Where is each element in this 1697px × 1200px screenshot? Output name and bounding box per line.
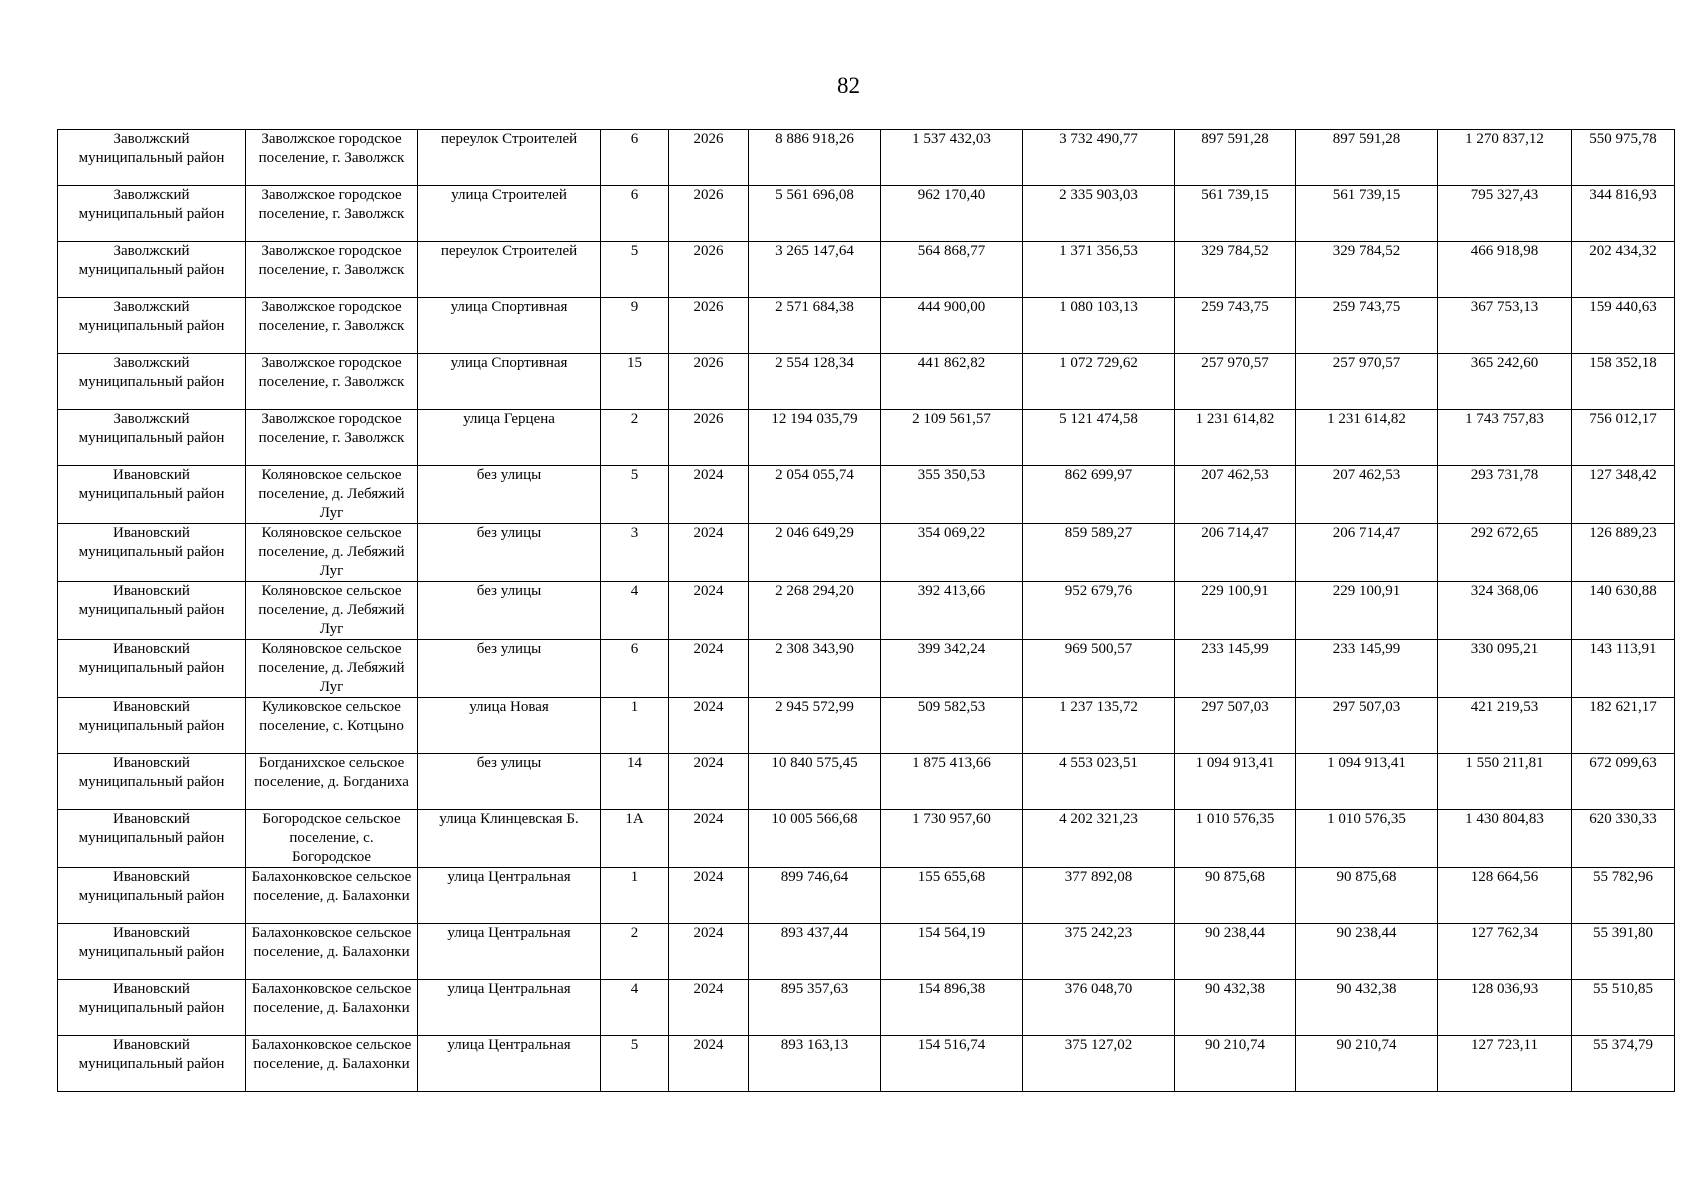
amount-cell-7: 550 975,78 bbox=[1572, 130, 1675, 186]
amount-cell-3: 1 237 135,72 bbox=[1023, 698, 1175, 754]
street-cell: улица Строителей bbox=[418, 186, 601, 242]
amount-cell-7: 159 440,63 bbox=[1572, 298, 1675, 354]
amount-cell-3: 4 202 321,23 bbox=[1023, 810, 1175, 868]
street-cell: улица Центральная bbox=[418, 924, 601, 980]
amount-cell-5: 329 784,52 bbox=[1296, 242, 1438, 298]
district-cell: Заволжский муниципальный район bbox=[58, 130, 246, 186]
amount-cell-6: 330 095,21 bbox=[1438, 640, 1572, 698]
year-cell: 2024 bbox=[669, 640, 749, 698]
street-cell: улица Новая bbox=[418, 698, 601, 754]
amount-cell-7: 620 330,33 bbox=[1572, 810, 1675, 868]
street-cell: улица Центральная bbox=[418, 980, 601, 1036]
house-number-cell: 15 bbox=[601, 354, 669, 410]
amount-cell-6: 127 723,11 bbox=[1438, 1036, 1572, 1092]
amount-cell-3: 377 892,08 bbox=[1023, 868, 1175, 924]
settlement-cell: Богородское сельское поселение, с. Богородское bbox=[246, 810, 418, 868]
amount-cell-4: 90 238,44 bbox=[1175, 924, 1296, 980]
street-cell: без улицы bbox=[418, 582, 601, 640]
amount-cell-4: 1 094 913,41 bbox=[1175, 754, 1296, 810]
table-row bbox=[58, 466, 1675, 524]
district-cell: Ивановский муниципальный район bbox=[58, 524, 246, 582]
table-row bbox=[58, 1036, 1675, 1092]
amount-cell-1: 2 268 294,20 bbox=[749, 582, 881, 640]
street-cell: улица Клинцевская Б. bbox=[418, 810, 601, 868]
table-row bbox=[58, 524, 1675, 582]
settlement-cell: Балахонковское сельское поселение, д. Балахонки bbox=[246, 868, 418, 924]
table-row bbox=[58, 924, 1675, 980]
table-row bbox=[58, 130, 1675, 186]
amount-cell-1: 895 357,63 bbox=[749, 980, 881, 1036]
amount-cell-6: 367 753,13 bbox=[1438, 298, 1572, 354]
amount-cell-1: 3 265 147,64 bbox=[749, 242, 881, 298]
table-body bbox=[58, 130, 1675, 1092]
district-cell: Ивановский муниципальный район bbox=[58, 868, 246, 924]
amount-cell-7: 55 782,96 bbox=[1572, 868, 1675, 924]
house-number-cell: 6 bbox=[601, 640, 669, 698]
amount-cell-5: 561 739,15 bbox=[1296, 186, 1438, 242]
amount-cell-4: 90 875,68 bbox=[1175, 868, 1296, 924]
amount-cell-5: 1 010 576,35 bbox=[1296, 810, 1438, 868]
amount-cell-6: 466 918,98 bbox=[1438, 242, 1572, 298]
house-number-cell: 1А bbox=[601, 810, 669, 868]
year-cell: 2024 bbox=[669, 810, 749, 868]
year-cell: 2026 bbox=[669, 410, 749, 466]
settlement-cell: Богданихское сельское поселение, д. Богданиха bbox=[246, 754, 418, 810]
amount-cell-4: 233 145,99 bbox=[1175, 640, 1296, 698]
house-number-cell: 5 bbox=[601, 1036, 669, 1092]
amount-cell-2: 1 537 432,03 bbox=[881, 130, 1023, 186]
amount-cell-4: 561 739,15 bbox=[1175, 186, 1296, 242]
house-number-cell: 2 bbox=[601, 924, 669, 980]
district-cell: Ивановский муниципальный район bbox=[58, 924, 246, 980]
amount-cell-3: 1 080 103,13 bbox=[1023, 298, 1175, 354]
amount-cell-5: 897 591,28 bbox=[1296, 130, 1438, 186]
table-row bbox=[58, 810, 1675, 868]
amount-cell-7: 140 630,88 bbox=[1572, 582, 1675, 640]
amount-cell-5: 257 970,57 bbox=[1296, 354, 1438, 410]
table-row bbox=[58, 186, 1675, 242]
table-row bbox=[58, 242, 1675, 298]
settlement-cell: Балахонковское сельское поселение, д. Балахонки bbox=[246, 924, 418, 980]
amount-cell-3: 5 121 474,58 bbox=[1023, 410, 1175, 466]
amount-cell-7: 182 621,17 bbox=[1572, 698, 1675, 754]
amount-cell-2: 444 900,00 bbox=[881, 298, 1023, 354]
district-cell: Заволжский муниципальный район bbox=[58, 354, 246, 410]
amount-cell-7: 55 510,85 bbox=[1572, 980, 1675, 1036]
street-cell: улица Центральная bbox=[418, 1036, 601, 1092]
amount-cell-6: 293 731,78 bbox=[1438, 466, 1572, 524]
settlement-cell: Балахонковское сельское поселение, д. Балахонки bbox=[246, 1036, 418, 1092]
table-row bbox=[58, 582, 1675, 640]
settlement-cell: Коляновское сельское поселение, д. Лебяжий Луг bbox=[246, 640, 418, 698]
amount-cell-5: 297 507,03 bbox=[1296, 698, 1438, 754]
amount-cell-1: 10 840 575,45 bbox=[749, 754, 881, 810]
amount-cell-2: 354 069,22 bbox=[881, 524, 1023, 582]
amount-cell-7: 756 012,17 bbox=[1572, 410, 1675, 466]
amount-cell-7: 202 434,32 bbox=[1572, 242, 1675, 298]
amount-cell-3: 1 371 356,53 bbox=[1023, 242, 1175, 298]
amount-cell-7: 143 113,91 bbox=[1572, 640, 1675, 698]
settlement-cell: Куликовское сельское поселение, с. Котцыно bbox=[246, 698, 418, 754]
amount-cell-2: 441 862,82 bbox=[881, 354, 1023, 410]
amount-cell-2: 2 109 561,57 bbox=[881, 410, 1023, 466]
house-number-cell: 4 bbox=[601, 980, 669, 1036]
district-cell: Ивановский муниципальный район bbox=[58, 466, 246, 524]
settlement-cell: Коляновское сельское поселение, д. Лебяжий Луг bbox=[246, 582, 418, 640]
table-row bbox=[58, 754, 1675, 810]
amount-cell-2: 154 516,74 bbox=[881, 1036, 1023, 1092]
amount-cell-6: 292 672,65 bbox=[1438, 524, 1572, 582]
house-number-cell: 6 bbox=[601, 186, 669, 242]
district-cell: Ивановский муниципальный район bbox=[58, 754, 246, 810]
amount-cell-2: 1 875 413,66 bbox=[881, 754, 1023, 810]
amount-cell-4: 206 714,47 bbox=[1175, 524, 1296, 582]
house-number-cell: 5 bbox=[601, 466, 669, 524]
amount-cell-2: 154 564,19 bbox=[881, 924, 1023, 980]
amount-cell-7: 127 348,42 bbox=[1572, 466, 1675, 524]
district-cell: Ивановский муниципальный район bbox=[58, 698, 246, 754]
amount-cell-4: 229 100,91 bbox=[1175, 582, 1296, 640]
district-cell: Заволжский муниципальный район bbox=[58, 298, 246, 354]
amount-cell-4: 1 010 576,35 bbox=[1175, 810, 1296, 868]
district-cell: Ивановский муниципальный район bbox=[58, 810, 246, 868]
street-cell: без улицы bbox=[418, 466, 601, 524]
table-row bbox=[58, 354, 1675, 410]
table-row bbox=[58, 640, 1675, 698]
year-cell: 2026 bbox=[669, 354, 749, 410]
street-cell: улица Спортивная bbox=[418, 354, 601, 410]
amount-cell-1: 12 194 035,79 bbox=[749, 410, 881, 466]
street-cell: без улицы bbox=[418, 524, 601, 582]
year-cell: 2024 bbox=[669, 524, 749, 582]
amount-cell-5: 207 462,53 bbox=[1296, 466, 1438, 524]
house-number-cell: 2 bbox=[601, 410, 669, 466]
amount-cell-4: 257 970,57 bbox=[1175, 354, 1296, 410]
amount-cell-1: 2 054 055,74 bbox=[749, 466, 881, 524]
street-cell: без улицы bbox=[418, 640, 601, 698]
amount-cell-5: 90 875,68 bbox=[1296, 868, 1438, 924]
year-cell: 2026 bbox=[669, 130, 749, 186]
table-row bbox=[58, 298, 1675, 354]
amount-cell-5: 90 432,38 bbox=[1296, 980, 1438, 1036]
district-cell: Заволжский муниципальный район bbox=[58, 186, 246, 242]
year-cell: 2024 bbox=[669, 924, 749, 980]
amount-cell-6: 421 219,53 bbox=[1438, 698, 1572, 754]
settlement-cell: Заволжское городское поселение, г. Заволжск bbox=[246, 130, 418, 186]
year-cell: 2024 bbox=[669, 582, 749, 640]
amount-cell-1: 2 945 572,99 bbox=[749, 698, 881, 754]
housing-register-table bbox=[57, 129, 1675, 1092]
amount-cell-1: 2 308 343,90 bbox=[749, 640, 881, 698]
street-cell: улица Центральная bbox=[418, 868, 601, 924]
amount-cell-6: 1 430 804,83 bbox=[1438, 810, 1572, 868]
amount-cell-6: 127 762,34 bbox=[1438, 924, 1572, 980]
amount-cell-4: 897 591,28 bbox=[1175, 130, 1296, 186]
amount-cell-6: 1 550 211,81 bbox=[1438, 754, 1572, 810]
house-number-cell: 5 bbox=[601, 242, 669, 298]
table-row bbox=[58, 980, 1675, 1036]
amount-cell-7: 126 889,23 bbox=[1572, 524, 1675, 582]
year-cell: 2024 bbox=[669, 1036, 749, 1092]
amount-cell-6: 128 664,56 bbox=[1438, 868, 1572, 924]
amount-cell-7: 55 391,80 bbox=[1572, 924, 1675, 980]
amount-cell-1: 2 046 649,29 bbox=[749, 524, 881, 582]
amount-cell-7: 55 374,79 bbox=[1572, 1036, 1675, 1092]
amount-cell-3: 376 048,70 bbox=[1023, 980, 1175, 1036]
settlement-cell: Заволжское городское поселение, г. Заволжск bbox=[246, 410, 418, 466]
amount-cell-6: 1 743 757,83 bbox=[1438, 410, 1572, 466]
amount-cell-3: 375 242,23 bbox=[1023, 924, 1175, 980]
district-cell: Ивановский муниципальный район bbox=[58, 582, 246, 640]
table-row bbox=[58, 410, 1675, 466]
amount-cell-6: 795 327,43 bbox=[1438, 186, 1572, 242]
amount-cell-2: 962 170,40 bbox=[881, 186, 1023, 242]
house-number-cell: 6 bbox=[601, 130, 669, 186]
amount-cell-5: 229 100,91 bbox=[1296, 582, 1438, 640]
amount-cell-4: 297 507,03 bbox=[1175, 698, 1296, 754]
street-cell: переулок Строителей bbox=[418, 242, 601, 298]
house-number-cell: 3 bbox=[601, 524, 669, 582]
amount-cell-1: 5 561 696,08 bbox=[749, 186, 881, 242]
settlement-cell: Коляновское сельское поселение, д. Лебяжий Луг bbox=[246, 524, 418, 582]
settlement-cell: Заволжское городское поселение, г. Заволжск bbox=[246, 186, 418, 242]
amount-cell-5: 1 094 913,41 bbox=[1296, 754, 1438, 810]
district-cell: Ивановский муниципальный район bbox=[58, 980, 246, 1036]
amount-cell-2: 392 413,66 bbox=[881, 582, 1023, 640]
amount-cell-3: 2 335 903,03 bbox=[1023, 186, 1175, 242]
street-cell: переулок Строителей bbox=[418, 130, 601, 186]
amount-cell-4: 90 210,74 bbox=[1175, 1036, 1296, 1092]
district-cell: Заволжский муниципальный район bbox=[58, 410, 246, 466]
year-cell: 2026 bbox=[669, 298, 749, 354]
year-cell: 2024 bbox=[669, 980, 749, 1036]
amount-cell-3: 969 500,57 bbox=[1023, 640, 1175, 698]
amount-cell-5: 233 145,99 bbox=[1296, 640, 1438, 698]
house-number-cell: 1 bbox=[601, 868, 669, 924]
amount-cell-3: 859 589,27 bbox=[1023, 524, 1175, 582]
amount-cell-1: 10 005 566,68 bbox=[749, 810, 881, 868]
amount-cell-1: 893 163,13 bbox=[749, 1036, 881, 1092]
street-cell: без улицы bbox=[418, 754, 601, 810]
amount-cell-5: 1 231 614,82 bbox=[1296, 410, 1438, 466]
amount-cell-4: 259 743,75 bbox=[1175, 298, 1296, 354]
settlement-cell: Балахонковское сельское поселение, д. Балахонки bbox=[246, 980, 418, 1036]
house-number-cell: 1 bbox=[601, 698, 669, 754]
year-cell: 2024 bbox=[669, 868, 749, 924]
amount-cell-2: 1 730 957,60 bbox=[881, 810, 1023, 868]
amount-cell-6: 324 368,06 bbox=[1438, 582, 1572, 640]
amount-cell-3: 4 553 023,51 bbox=[1023, 754, 1175, 810]
amount-cell-7: 672 099,63 bbox=[1572, 754, 1675, 810]
amount-cell-1: 2 571 684,38 bbox=[749, 298, 881, 354]
page-number: 82 bbox=[837, 73, 860, 98]
street-cell: улица Герцена bbox=[418, 410, 601, 466]
amount-cell-6: 365 242,60 bbox=[1438, 354, 1572, 410]
amount-cell-2: 154 896,38 bbox=[881, 980, 1023, 1036]
table-row bbox=[58, 868, 1675, 924]
amount-cell-5: 206 714,47 bbox=[1296, 524, 1438, 582]
amount-cell-4: 329 784,52 bbox=[1175, 242, 1296, 298]
year-cell: 2024 bbox=[669, 466, 749, 524]
amount-cell-1: 893 437,44 bbox=[749, 924, 881, 980]
house-number-cell: 14 bbox=[601, 754, 669, 810]
amount-cell-2: 399 342,24 bbox=[881, 640, 1023, 698]
amount-cell-2: 564 868,77 bbox=[881, 242, 1023, 298]
table-row bbox=[58, 698, 1675, 754]
amount-cell-1: 899 746,64 bbox=[749, 868, 881, 924]
amount-cell-3: 375 127,02 bbox=[1023, 1036, 1175, 1092]
amount-cell-3: 862 699,97 bbox=[1023, 466, 1175, 524]
amount-cell-7: 158 352,18 bbox=[1572, 354, 1675, 410]
house-number-cell: 4 bbox=[601, 582, 669, 640]
district-cell: Заволжский муниципальный район bbox=[58, 242, 246, 298]
amount-cell-7: 344 816,93 bbox=[1572, 186, 1675, 242]
amount-cell-5: 259 743,75 bbox=[1296, 298, 1438, 354]
amount-cell-2: 509 582,53 bbox=[881, 698, 1023, 754]
district-cell: Ивановский муниципальный район bbox=[58, 1036, 246, 1092]
street-cell: улица Спортивная bbox=[418, 298, 601, 354]
amount-cell-6: 1 270 837,12 bbox=[1438, 130, 1572, 186]
amount-cell-2: 355 350,53 bbox=[881, 466, 1023, 524]
year-cell: 2024 bbox=[669, 698, 749, 754]
amount-cell-3: 3 732 490,77 bbox=[1023, 130, 1175, 186]
house-number-cell: 9 bbox=[601, 298, 669, 354]
amount-cell-1: 8 886 918,26 bbox=[749, 130, 881, 186]
year-cell: 2026 bbox=[669, 242, 749, 298]
year-cell: 2026 bbox=[669, 186, 749, 242]
settlement-cell: Заволжское городское поселение, г. Заволжск bbox=[246, 298, 418, 354]
year-cell: 2024 bbox=[669, 754, 749, 810]
settlement-cell: Заволжское городское поселение, г. Заволжск bbox=[246, 354, 418, 410]
amount-cell-5: 90 210,74 bbox=[1296, 1036, 1438, 1092]
amount-cell-4: 207 462,53 bbox=[1175, 466, 1296, 524]
amount-cell-1: 2 554 128,34 bbox=[749, 354, 881, 410]
amount-cell-5: 90 238,44 bbox=[1296, 924, 1438, 980]
district-cell: Ивановский муниципальный район bbox=[58, 640, 246, 698]
amount-cell-4: 90 432,38 bbox=[1175, 980, 1296, 1036]
amount-cell-2: 155 655,68 bbox=[881, 868, 1023, 924]
amount-cell-3: 1 072 729,62 bbox=[1023, 354, 1175, 410]
settlement-cell: Коляновское сельское поселение, д. Лебяжий Луг bbox=[246, 466, 418, 524]
amount-cell-3: 952 679,76 bbox=[1023, 582, 1175, 640]
settlement-cell: Заволжское городское поселение, г. Заволжск bbox=[246, 242, 418, 298]
amount-cell-6: 128 036,93 bbox=[1438, 980, 1572, 1036]
amount-cell-4: 1 231 614,82 bbox=[1175, 410, 1296, 466]
